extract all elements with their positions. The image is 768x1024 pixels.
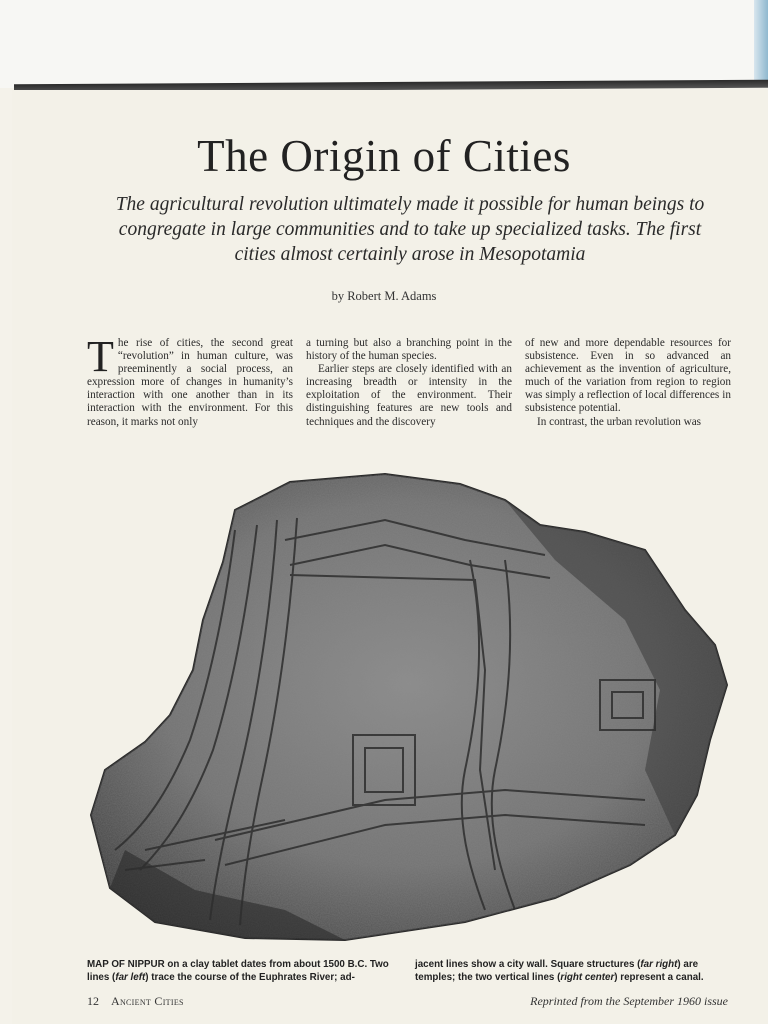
figure-caption-part-2: jacent lines show a city wall. Square structures (far right) are temples; the two vertical lines (right center) represent a canal. bbox=[415, 959, 704, 983]
body-column-3 bbox=[525, 337, 731, 429]
scan-background bbox=[0, 0, 768, 88]
caption-far-right: far right bbox=[640, 959, 678, 970]
scan-edge bbox=[754, 0, 768, 82]
column-3-text-b: In contrast, the urban revolution was bbox=[537, 415, 702, 428]
article-deck: The agricultural revolution ultimately made it possible for human beings to congregate in large communities and to take up specialized tasks. The first cities almost certainly arose in Mesopotamia bbox=[115, 194, 705, 265]
caption-far-left: far left bbox=[115, 972, 146, 983]
page-folio bbox=[87, 994, 184, 1009]
column-1-text: he rise of cities, the second great “revolution” in human culture, was preeminently a social process, an expression more of changes in humanity’s interaction with one another than in its interaction with the environment. For this reason, it marks not only bbox=[87, 337, 293, 428]
reprint-note: Reprinted from the September 1960 issue bbox=[530, 994, 728, 1008]
nippur-tablet-figure bbox=[85, 470, 730, 945]
figure-caption-part-1: MAP OF NIPPUR on a clay tablet dates from about 1500 B.C. Two lines (far left) trace the course of the Euphrates River; ad- bbox=[87, 959, 389, 983]
caption-right-center: right center bbox=[560, 972, 615, 983]
article-title: The Origin of Cities bbox=[197, 131, 571, 181]
clay-tablet bbox=[85, 470, 730, 945]
body-column-1 bbox=[87, 332, 293, 429]
drop-cap: T bbox=[87, 332, 114, 381]
section-name: Ancient Cities bbox=[111, 994, 184, 1008]
article-byline: by Robert M. Adams bbox=[331, 289, 437, 303]
column-2-text-b: Earlier steps are closely identified with an increasing breadth or intensity in the exploitation of the environment. Their distinguishing features are new tools and techniques and the discovery bbox=[306, 363, 512, 428]
column-3-text-a: of new and more dependable resources for subsistence. Even in so advanced an achievement as the invention of agriculture, much of the variation from region to region was simply a reflection of local differences in subsistence potential. bbox=[525, 337, 731, 415]
page-number: 12 bbox=[87, 994, 99, 1008]
column-2-text-a: a turning but also a branching point in the history of the human species. bbox=[306, 337, 512, 363]
body-column-2 bbox=[306, 337, 512, 429]
